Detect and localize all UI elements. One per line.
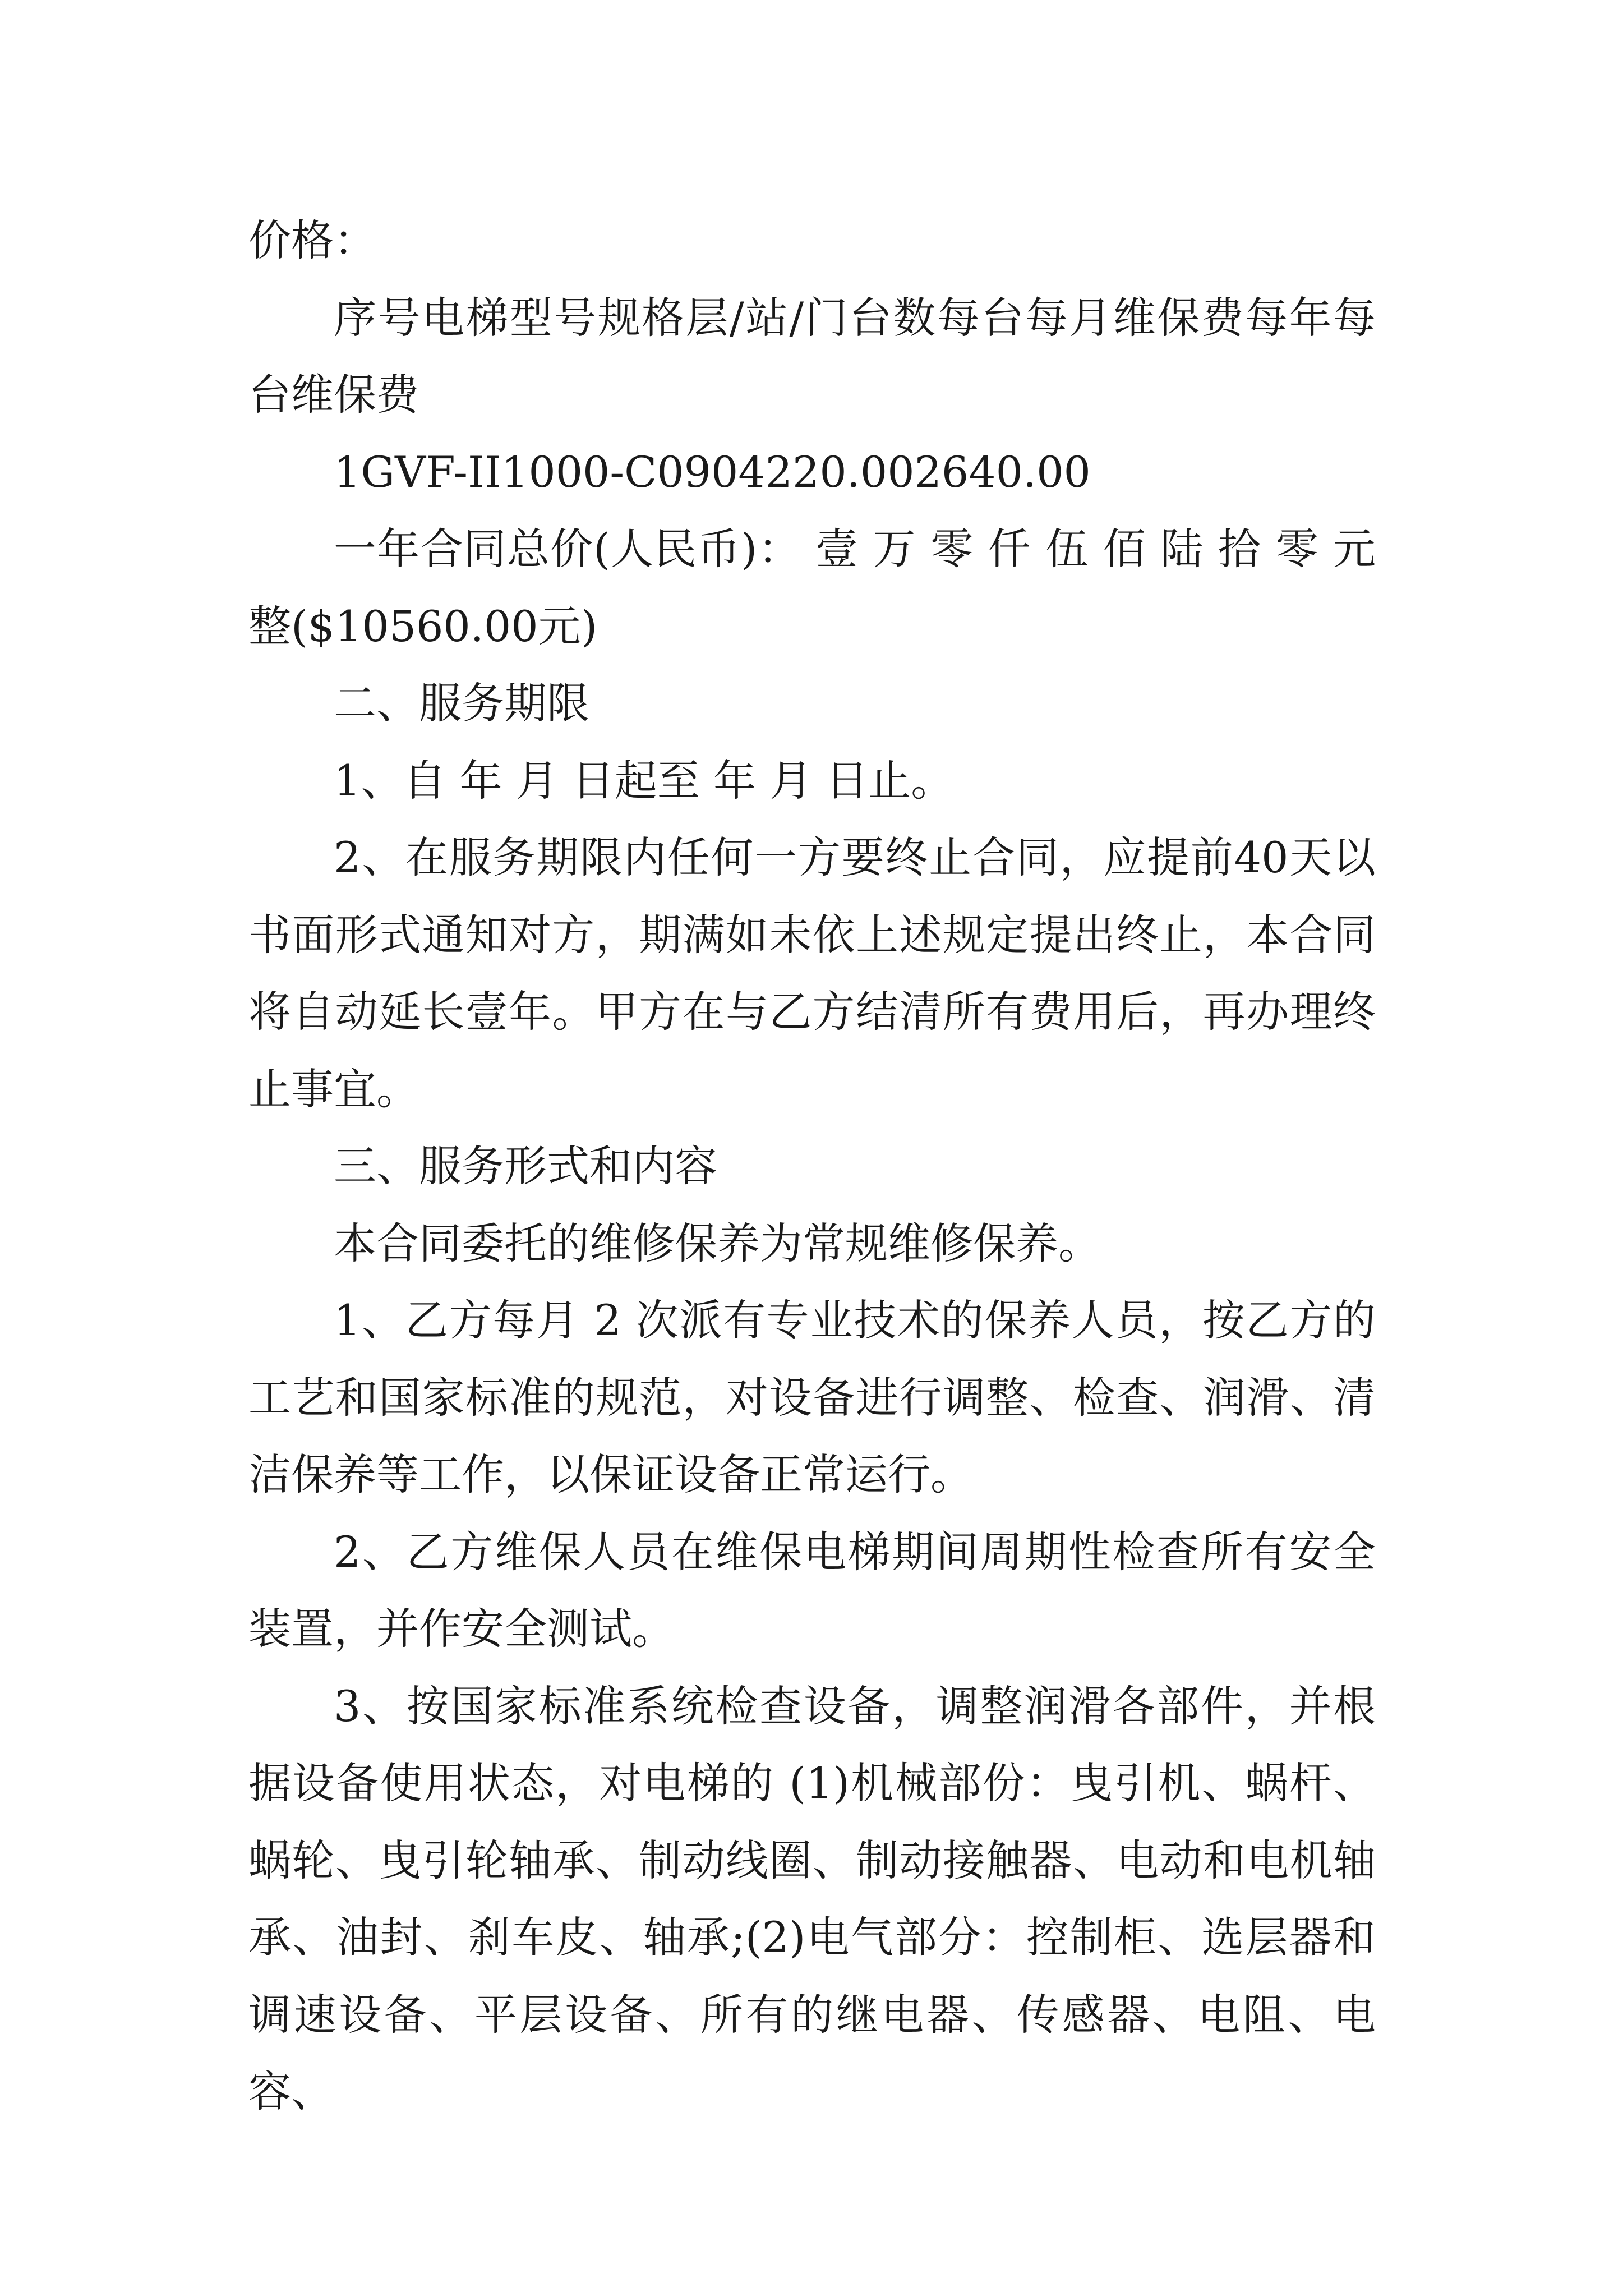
service-period-clause-1: 1、自 年 月 日起至 年 月 日止。 xyxy=(334,755,954,806)
service-content-clause-1: 1、乙方每月 2 次派有专业技术的保养人员，按乙方的工艺和国家标准的规范，对设备进行调整、检查、润滑、清洁保养等工作，以保证设备正常运行。 xyxy=(248,1295,1376,1499)
service-content-intro: 本合同委托的维修保养为常规维修保养。 xyxy=(334,1218,1101,1268)
contract-total-price: 一年合同总价(人民币)： 壹 万 零 仟 伍 佰 陆 拾 零 元整($10560.00元) xyxy=(248,524,1376,651)
document-body xyxy=(248,202,1376,2131)
section-heading-service-content: 三、服务形式和内容 xyxy=(334,1141,717,1191)
price-table-header: 序号电梯型号规格层/站/门台数每台每月维保费每年每台维保费 xyxy=(248,292,1376,420)
price-table-row: 1GVF-II1000-C0904220.002640.00 xyxy=(334,447,1091,497)
price-heading: 价格： xyxy=(248,215,376,265)
service-content-clause-2: 2、乙方维保人员在维保电梯期间周期性检查所有安全装置，并作安全测试。 xyxy=(248,1526,1376,1654)
section-heading-service-period: 二、服务期限 xyxy=(334,678,589,728)
service-period-clause-2: 2、在服务期限内任何一方要终止合同，应提前40天以书面形式通知对方，期满如未依上述规定提出终止，本合同将自动延长壹年。甲方在与乙方结清所有费用后，再办理终止事宜。 xyxy=(248,832,1376,1114)
service-content-clause-3: 3、按国家标准系统检查设备，调整润滑各部件，并根据设备使用状态，对电梯的 (1)机械部份：曳引机、蜗杆、蜗轮、曳引轮轴承、制动线圈、制动接触器、电动和电机轴承、油封、刹车皮、轴承;(2)电气部分：控制柜、选层器和调速设备、平层设备、所有的继电器、传感器、电阻、电容、 xyxy=(248,1681,1376,2116)
